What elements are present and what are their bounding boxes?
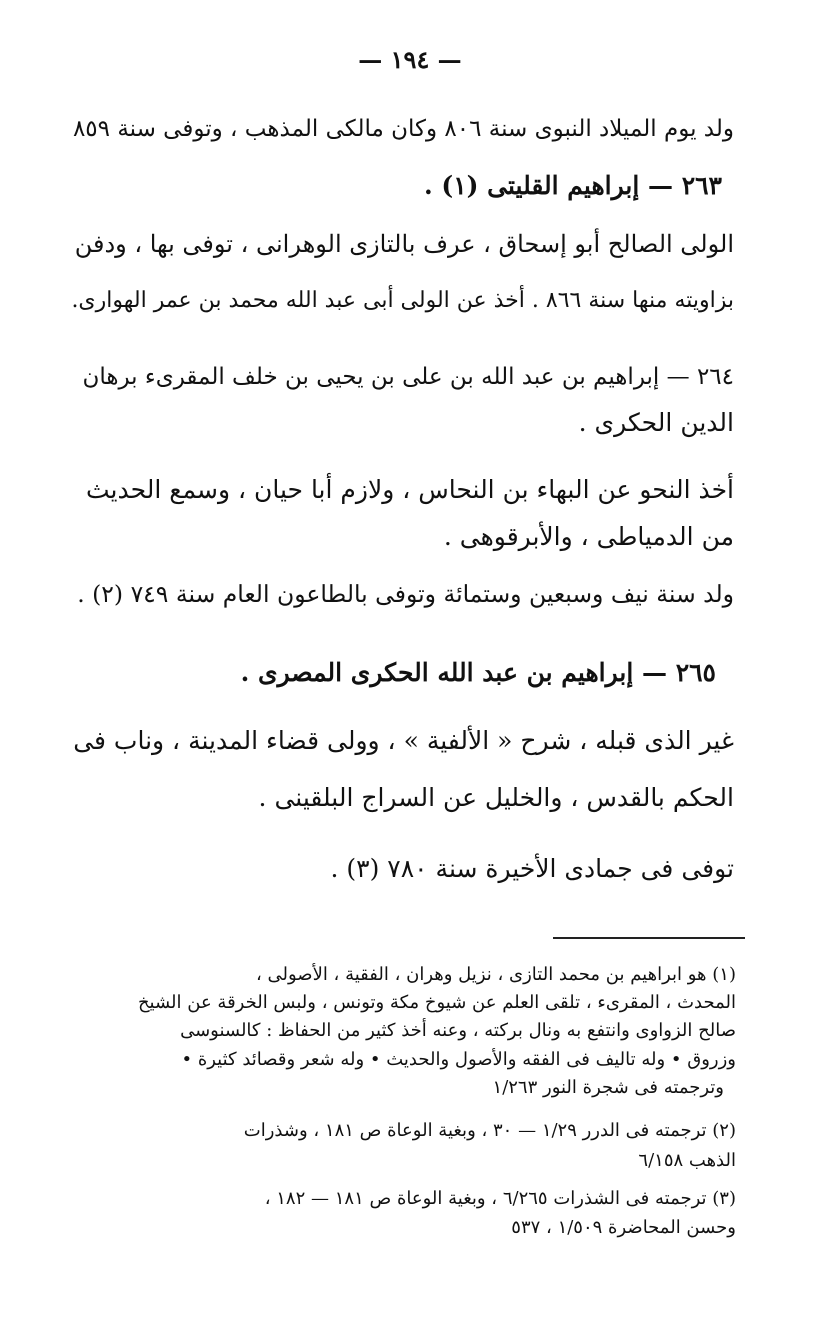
body-line: بزاويته منها سنة ٨٦٦ . أخذ عن الولى أبى عبد الله محمد بن عمر الهوارى. <box>71 288 734 313</box>
footnote-line: (٢) ترجمته فى الدرر ١/٢٩ — ٣٠ ، وبغية الوعاة ص ١٨١ ، وشذرات <box>243 1120 736 1141</box>
footnote-line: (١) هو ابراهيم بن محمد التازى ، نزيل وهران ، الفقية ، الأصولى ، <box>255 964 736 985</box>
footnote-separator <box>553 937 745 939</box>
body-line: الدين الحكرى . <box>578 408 734 437</box>
body-line: أخذ النحو عن البهاء بن النحاس ، ولازم أبا حيان ، وسمع الحديث <box>86 475 734 504</box>
body-line: من الدمياطى ، والأبرقوهى . <box>443 522 734 551</box>
body-line: توفى فى جمادى الأخيرة سنة ٧٨٠ (٣) . <box>330 854 734 883</box>
body-line: ولد سنة نيف وسبعين وستمائة وتوفى بالطاعون العام سنة ٧٤٩ (٢) . <box>77 580 734 608</box>
page-number: — ١٩٤ — <box>358 45 462 74</box>
footnote-line: وترجمته فى شجرة النور ١/٢٦٣ <box>492 1077 724 1098</box>
footnote-line: وحسن المحاضرة ١/٥٠٩ ، ٥٣٧ <box>511 1217 736 1238</box>
footnote-line: صالح الزواوى وانتفع به ونال بركته ، وعنه أخذ كثير من الحفاظ : كالسنوسى <box>180 1020 736 1041</box>
footnote-line: الذهب ٦/١٥٨ <box>638 1150 736 1171</box>
entry-heading-264: ٢٦٤ — إبراهيم بن عبد الله بن على بن يحيى بن خلف المقرىء برهان <box>82 364 734 390</box>
body-line: غير الذى قبله ، شرح « الألفية » ، وولى قضاء المدينة ، وناب فى <box>73 726 734 755</box>
entry-heading-265: ٢٦٥ — إبراهيم بن عبد الله الحكرى المصرى . <box>240 658 716 687</box>
body-line: الولى الصالح أبو إسحاق ، عرف بالتازى الوهرانى ، توفى بها ، ودفن <box>74 230 734 258</box>
entry-heading-263: ٢٦٣ — إبراهيم القليتى (١) . <box>423 171 722 200</box>
body-line: الحكم بالقدس ، والخليل عن السراج البلقينى . <box>258 783 734 812</box>
footnote-line: (٣) ترجمته فى الشذرات ٦/٢٦٥ ، وبغية الوعاة ص ١٨١ — ١٨٢ ، <box>264 1188 736 1209</box>
footnote-line: وزروق • وله تاليف فى الفقه والأصول والحديث • وله شعر وقصائد كثيرة • <box>181 1049 736 1070</box>
body-line: ولد يوم الميلاد النبوى سنة ٨٠٦ وكان مالكى المذهب ، وتوفى سنة ٨٥٩ <box>72 116 734 142</box>
footnote-line: المحدث ، المقرىء ، تلقى العلم عن شيوخ مكة وتونس ، ولبس الخرقة عن الشيخ <box>137 992 736 1013</box>
